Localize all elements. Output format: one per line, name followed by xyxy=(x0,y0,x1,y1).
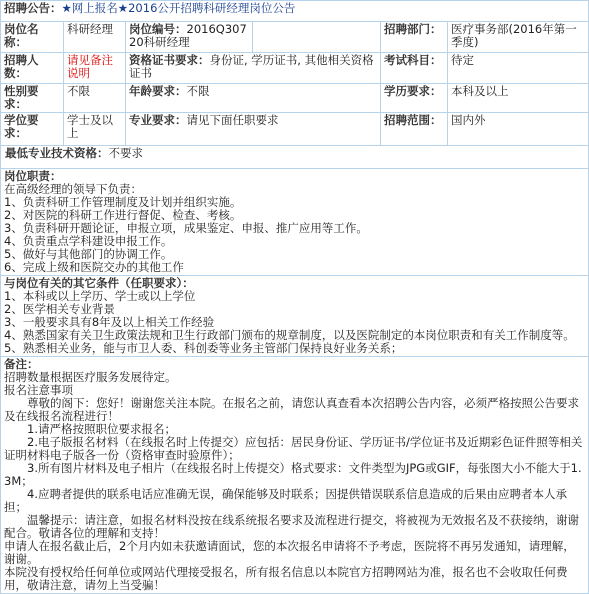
notes-line: 招聘数量根据医疗服务发展待定。 xyxy=(4,370,177,384)
condition-item: 1、本科或以上学历、学士或以上学位 xyxy=(4,289,196,303)
duty-item: 1、负责科研工作管理制度及计划并组织实施。 xyxy=(4,195,242,209)
conditions-section xyxy=(1,276,589,357)
major-value: 请见下面任职要求 xyxy=(186,113,279,127)
notes-item: 3.所有图片材料及电子相片（在线报名时上传提交）格式要求：文件类型为JPG或GIF，每张图大小不能大于1.3M； xyxy=(4,461,582,488)
age-value: 不限 xyxy=(186,84,210,98)
condition-item: 4、熟悉国家有关卫生政策法规和卫生行政部门颁布的规章制度，以及医院制定的本岗位职责和有关工作制度等。 xyxy=(4,328,575,342)
degree-label: 学位要求： xyxy=(1,113,64,146)
row-duties xyxy=(1,169,589,276)
conditions-heading: 与岗位有关的其它条件（任职要求）： xyxy=(4,276,194,290)
notes-item: 4.应聘者提供的联系电话应准确无误，确保能够及时联系；因提供错误联系信息造成的后果由应聘者本人承担； xyxy=(4,487,567,514)
duty-item: 6、完成上级和医院交办的其他工作 xyxy=(4,260,184,274)
notes-item: 2.电子版报名材料（在线报名时上传提交）应包括：居民身份证、学历证书/学位证书及近期彩色证件照等相关证明材料电子版各一份（资格审查时验原件）； xyxy=(4,435,583,462)
title-row xyxy=(1,1,589,22)
exam-label: 考试科目： xyxy=(381,53,448,84)
post-code-label: 岗位编号： xyxy=(129,22,187,36)
duty-item: 4、负责重点学科建设申报工作。 xyxy=(4,234,173,248)
gender-value: 不限 xyxy=(64,84,126,113)
posting-title xyxy=(1,1,589,22)
row-skill xyxy=(1,146,589,169)
title-text[interactable]: ★网上报名★2016公开招聘科研经理岗位公告 xyxy=(61,1,296,15)
scope-label: 招聘范围： xyxy=(381,113,448,146)
cert-value: 身份证, 学历证书, 其他相关资格证书 xyxy=(129,53,374,80)
notes-paragraph: 本院没有授权给任何单位或网站代理接受报名，所有报名信息以本院官方招聘网站为准，报名也不会收取任何费用，敬请注意，请勿上当受骗！ xyxy=(4,565,568,592)
notes-paragraph: 申请人在报名截止后，2个月内如未获邀请面试，您的本次报名申请将不予考虑，医院将不再另发通知，请理解，谢谢。 xyxy=(4,539,575,566)
condition-item: 3、一般要求具有8年及以上相关工作经验 xyxy=(4,315,215,329)
cert-label: 资格证书要求： xyxy=(129,53,210,67)
duties-section xyxy=(1,169,589,276)
count-value: 请见备注说明 xyxy=(64,53,126,84)
edu-value: 本科及以上 xyxy=(448,84,589,113)
duties-heading: 岗位职责： xyxy=(4,169,62,183)
notes-line: 报名注意事项 xyxy=(4,383,73,397)
notes-greeting: 尊敬的阁下：您好！谢谢您关注本院。在报名之前，请您认真查看本次招聘公告内容，必须严格按照公告要求及在线报名流程进行！ xyxy=(4,396,579,423)
post-name-label: 岗位名称： xyxy=(1,22,64,53)
row-conditions xyxy=(1,276,589,357)
dept-label: 招聘部门： xyxy=(381,22,448,53)
notes-heading: 备注： xyxy=(4,357,39,371)
row-count-cert xyxy=(1,53,589,84)
post-code-value: 2016Q30720科研经理 xyxy=(129,22,247,49)
duty-item: 2、对医院的科研工作进行督促、检查、考核。 xyxy=(4,208,242,222)
edu-label: 学历要求： xyxy=(381,84,448,113)
count-label: 招聘人数： xyxy=(1,53,64,84)
major-label: 专业要求： xyxy=(129,113,187,127)
row-notes xyxy=(1,357,589,594)
condition-item: 2、医学相关专业背景 xyxy=(4,302,115,316)
row-post-info xyxy=(1,22,589,53)
row-degree-major xyxy=(1,113,589,146)
scope-value: 国内外 xyxy=(448,113,589,146)
notes-tip: 温馨提示：请注意，如报名材料没按在线系统报名要求及流程进行提交，将被视为无效报名及不获接纳，谢谢配合。敬请各位的理解和支持！ xyxy=(4,513,579,540)
dept-value: 医疗事务部(2016年第一季度) xyxy=(448,22,589,53)
gender-label: 性别要求： xyxy=(1,84,64,113)
duties-intro: 在高级经理的领导下负责： xyxy=(4,182,142,196)
row-gender-age xyxy=(1,84,589,113)
exam-value: 待定 xyxy=(448,53,589,84)
degree-value: 学士及以上 xyxy=(64,113,126,146)
post-name-value: 科研经理 xyxy=(64,22,126,53)
skill-value: 不要求 xyxy=(108,146,143,160)
title-label: 招聘公告： xyxy=(4,1,62,15)
age-label: 年龄要求： xyxy=(129,84,187,98)
notes-item: 1.请严格按照职位要求报名； xyxy=(27,422,176,436)
duty-item: 5、做好与其他部门的协调工作。 xyxy=(4,247,173,261)
condition-item: 5、熟悉相关业务，能与市卫人委、科创委等业务主管部门保持良好业务关系； xyxy=(4,341,403,355)
duty-item: 3、负责科研开题论证，申报立项，成果鉴定、申报、推广应用等工作。 xyxy=(4,221,368,235)
notes-section xyxy=(1,357,589,594)
skill-label: 最低专业技术资格： xyxy=(5,146,109,160)
